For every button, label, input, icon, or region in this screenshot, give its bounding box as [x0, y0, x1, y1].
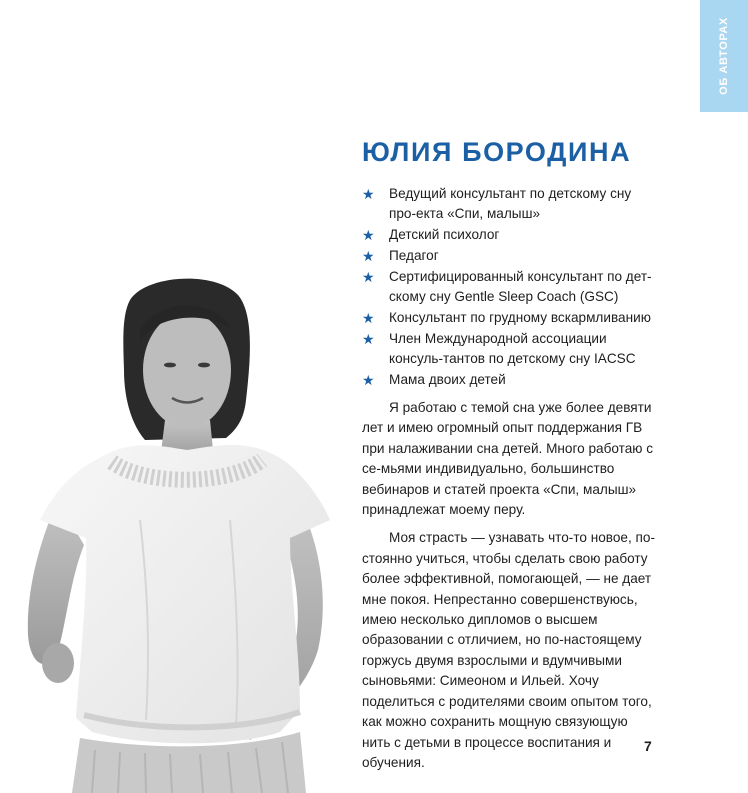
star-icon: ★ — [362, 248, 375, 264]
list-item — [362, 329, 657, 369]
list-item — [362, 184, 657, 224]
star-icon: ★ — [362, 310, 375, 326]
star-icon: ★ — [362, 372, 375, 388]
list-item — [362, 225, 657, 245]
author-photo — [0, 270, 350, 793]
list-item — [362, 370, 657, 390]
list-item-text: Педагог — [389, 248, 439, 263]
list-item-text: Мама двоих детей — [389, 372, 506, 387]
list-item — [362, 308, 657, 328]
list-item-text: Детский психолог — [389, 227, 500, 242]
list-item-text: Сертифицированный консультант по дет-скому сну Gentle Sleep Coach (GSC) — [389, 269, 652, 304]
list-item — [362, 246, 657, 266]
bio-text — [362, 398, 658, 781]
list-item-text: Член Международной ассоциации консуль-тантов по детскому сну IACSC — [389, 331, 636, 366]
star-icon: ★ — [362, 227, 375, 243]
credentials-list — [362, 184, 657, 391]
author-name-heading: ЮЛИЯ БОРОДИНА — [362, 137, 632, 167]
list-item — [362, 267, 657, 307]
section-tab — [700, 0, 748, 112]
list-item-text: Консультант по грудному вскармливанию — [389, 310, 651, 325]
star-icon: ★ — [362, 269, 375, 285]
star-icon: ★ — [362, 186, 375, 202]
section-tab-label: ОБ АВТОРАХ — [718, 17, 730, 95]
bio-paragraph: Моя страсть — узнавать что-то новое, по-стоянно учиться, чтобы сделать свою работу более эффективной, помогающей, — не дает мне покоя. Непрестанно совершенствуюсь, имею несколько дипломов о высшем образовании с отличием, но по-настоящему горжусь двумя взрослыми и вдумчивыми сыновьями: Симеоном и Ильей. Хочу поделиться с родителями своим опытом того, как можно сохранить мощную связующую нить с детьми в процессе воспитания и обучения. — [362, 530, 655, 770]
star-icon: ★ — [362, 331, 375, 347]
list-item-text: Ведущий консультант по детскому сну про-екта «Спи, малыш» — [389, 186, 632, 221]
page-number: 7 — [644, 738, 652, 754]
bio-paragraph: Я работаю с темой сна уже более девяти лет и имею огромный опыт поддержания ГВ при налаживании сна детей. Много работаю с се-мьями индивидуально, большинство вебинаров и статей проекта «Спи, малыш» принадлежат моему перу. — [362, 400, 654, 518]
